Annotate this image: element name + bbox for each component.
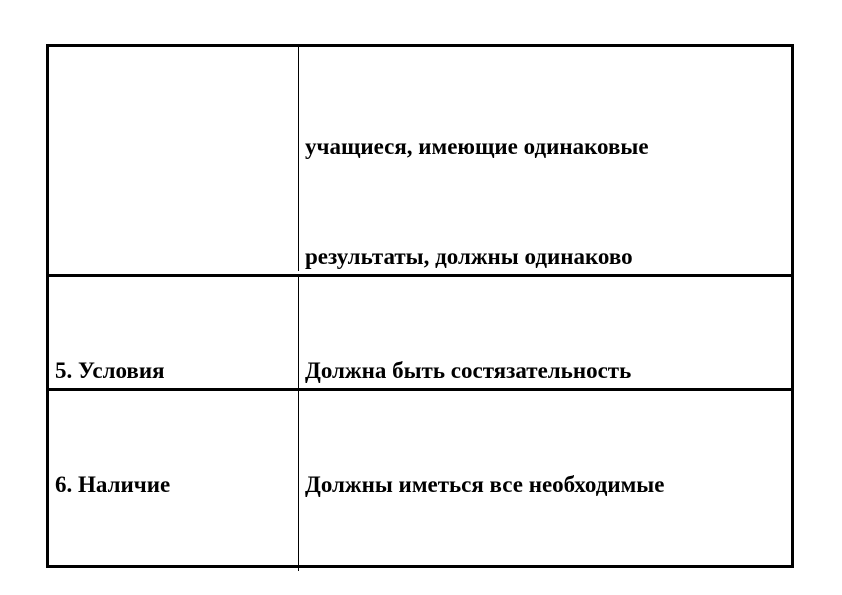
column-divider	[298, 47, 299, 271]
description-line: Должны иметься все необходимые	[305, 472, 665, 498]
description-cell	[305, 280, 785, 388]
description-cell	[305, 394, 785, 571]
criterion-cell	[55, 280, 295, 388]
column-divider	[298, 277, 299, 388]
column-divider	[298, 391, 299, 571]
criterion-line: 5. Условия	[55, 358, 165, 384]
table-row	[49, 388, 791, 571]
table-row	[49, 274, 791, 388]
table-row	[49, 47, 791, 271]
description-cell	[305, 56, 785, 271]
criterion-line: 6. Наличие	[55, 472, 171, 498]
document-table	[46, 44, 794, 568]
description-line: результаты, должны одинаково	[305, 243, 633, 269]
criterion-cell	[55, 56, 295, 271]
description-line: Должна быть состязательность	[305, 358, 632, 384]
description-line: учащиеся, имеющие одинаковые	[305, 134, 649, 160]
criterion-cell	[55, 394, 295, 571]
